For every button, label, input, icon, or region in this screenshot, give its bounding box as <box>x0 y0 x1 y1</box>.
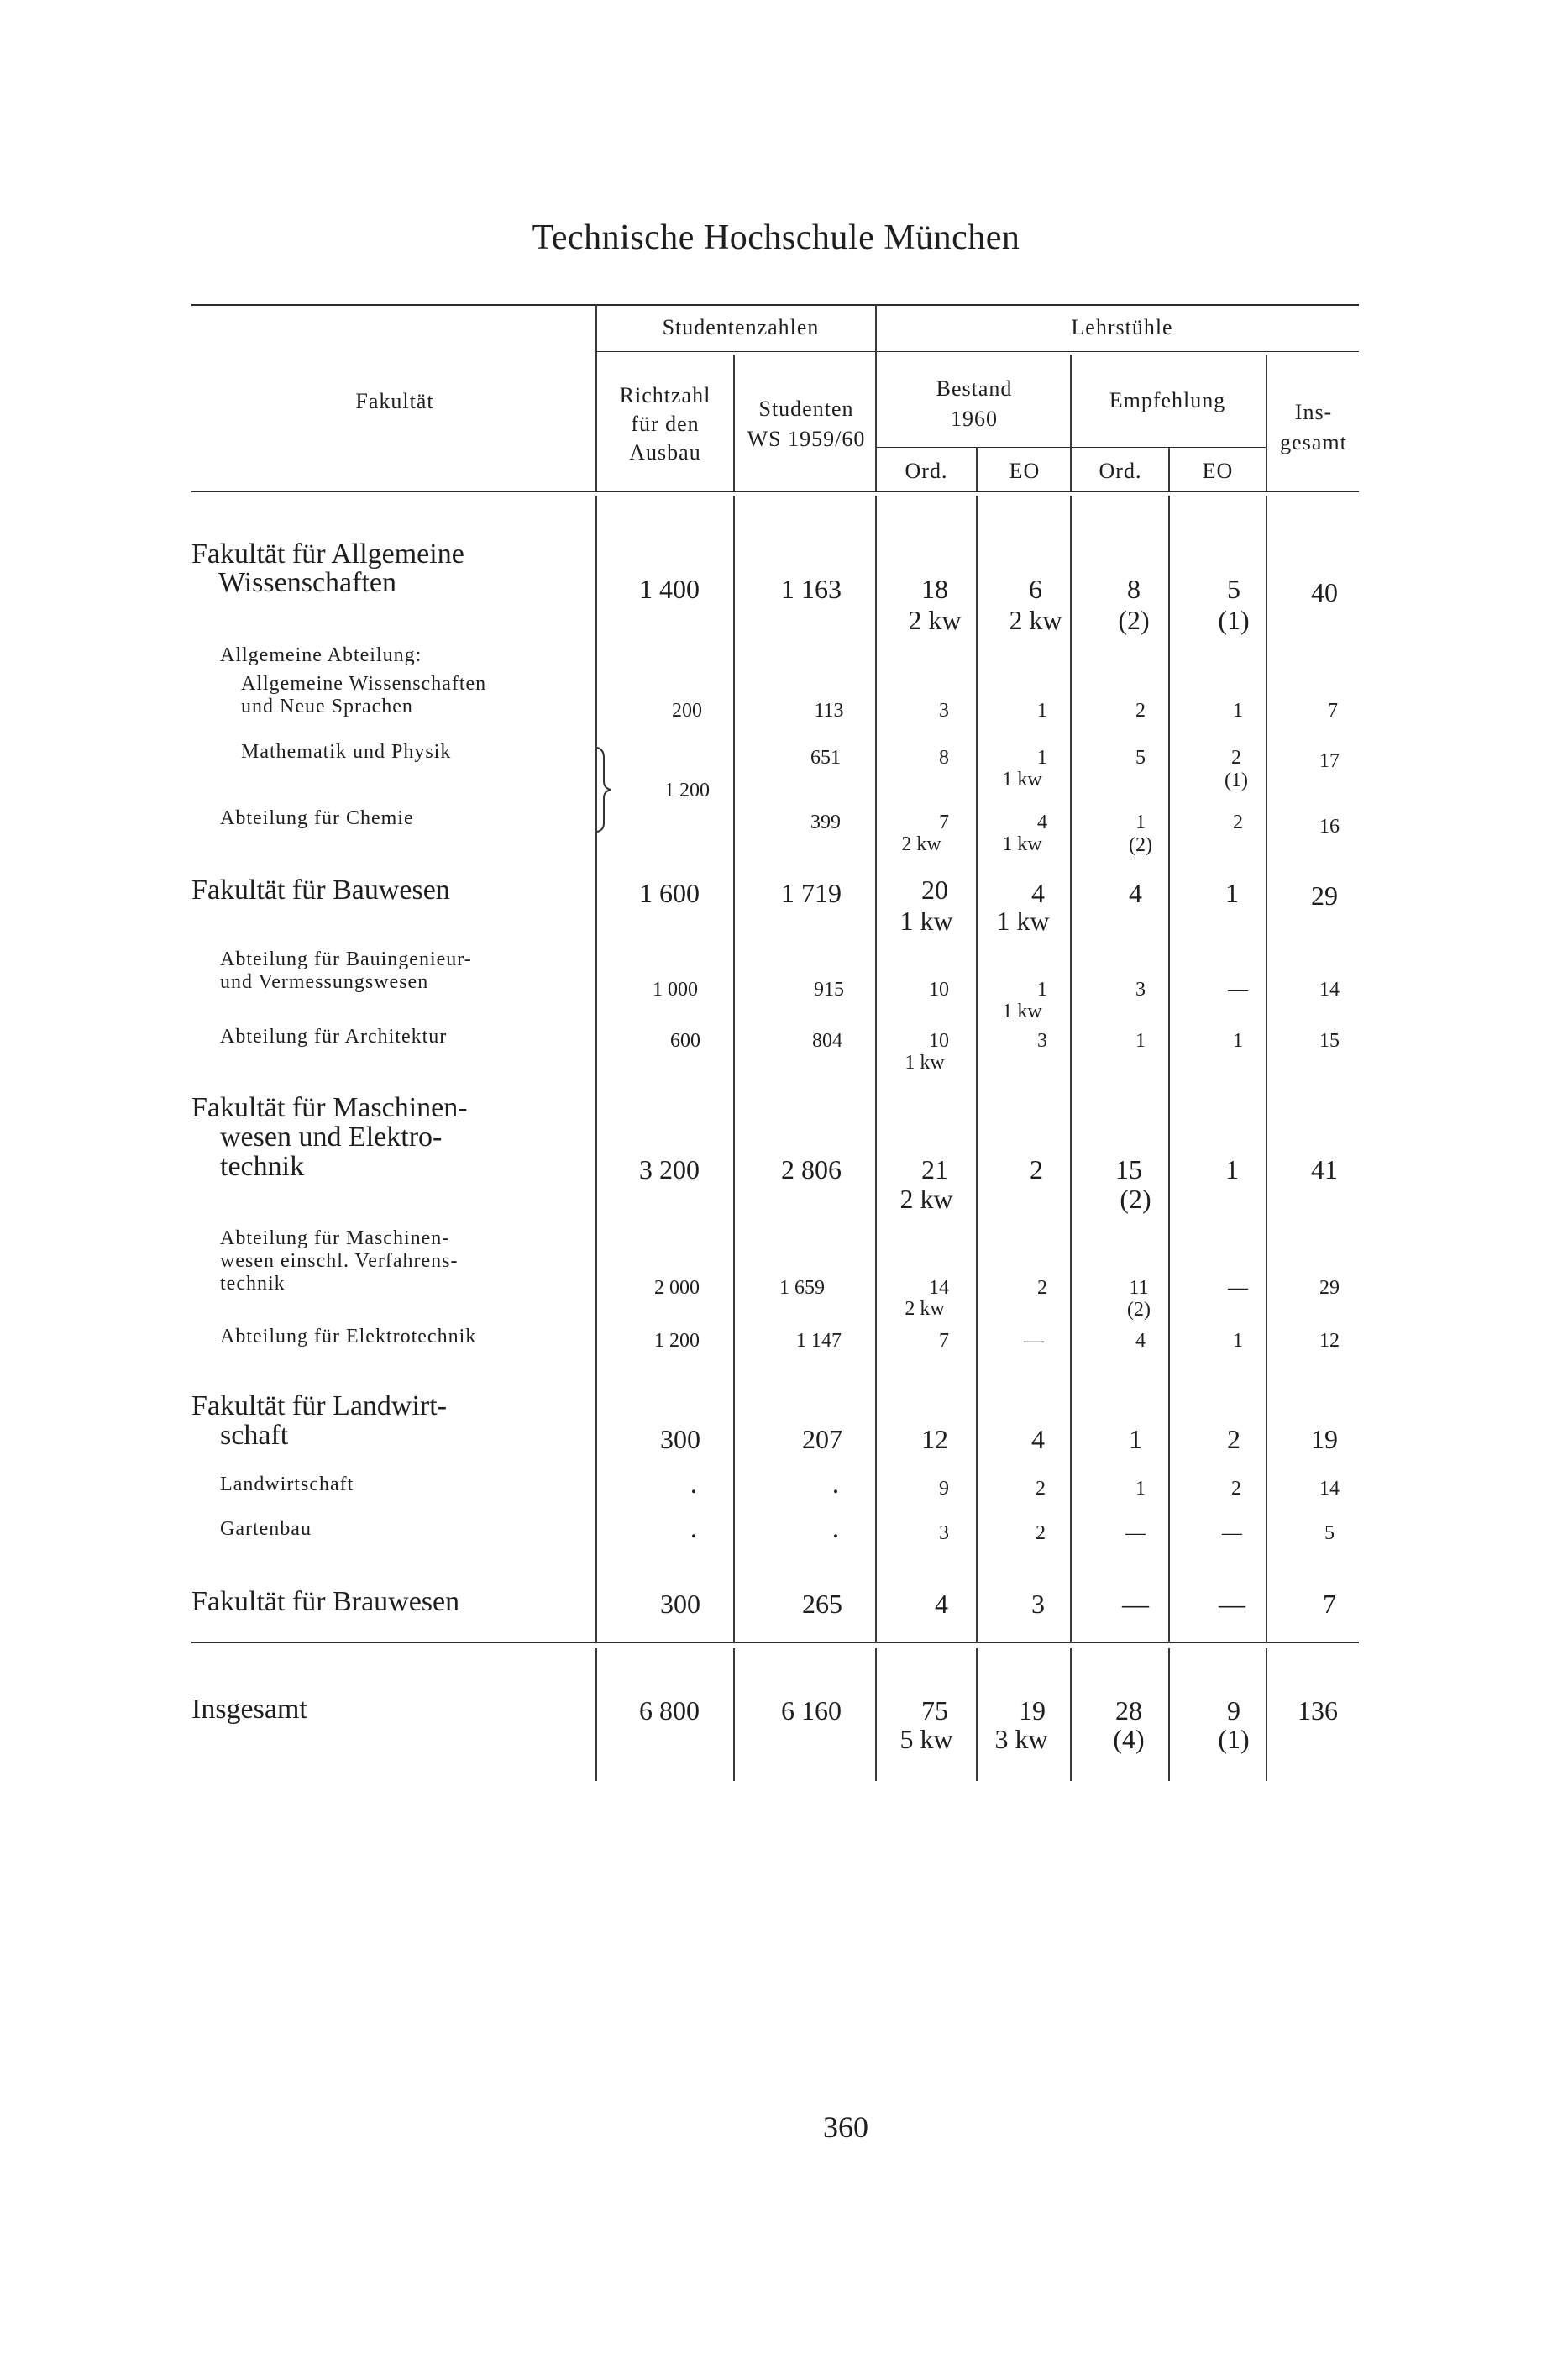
row-total-empf-eo: 9 <box>1227 1695 1240 1726</box>
col-divider <box>976 1648 978 1781</box>
row-allg-bestand-eo-kw: 2 kw <box>1009 605 1062 635</box>
row-brau-empf-ord: — <box>1122 1589 1149 1619</box>
row-garten-studenten: . <box>831 1513 840 1544</box>
col-divider <box>595 304 597 491</box>
row-landw-bestand-eo: 2 <box>1036 1478 1046 1500</box>
row-maschabt-empf-ord: 11 <box>1129 1277 1149 1299</box>
row-arch-empf-eo: 1 <box>1233 1030 1243 1052</box>
row-allg-studenten: 1 163 <box>781 574 842 604</box>
row-bau-empf-ord: 4 <box>1129 878 1142 908</box>
row-allg-empf-ord: 8 <box>1127 574 1141 604</box>
row-bauing-bestand-eo-kw: 1 kw <box>1002 1001 1042 1022</box>
row-math-bestand-eo: 1 <box>1037 747 1047 769</box>
row-elektro-label: Abteilung für Elektrotechnik <box>220 1326 477 1348</box>
row-masch-empf-ord-paren: (2) <box>1120 1184 1151 1214</box>
row-masch-empf-ord: 15 <box>1115 1154 1142 1185</box>
row-arch-richtzahl: 600 <box>670 1030 700 1052</box>
row-chemie-bestand-ord-kw: 2 kw <box>901 833 941 855</box>
col-divider <box>1266 355 1267 491</box>
row-maschabt-label-line3: technik <box>220 1273 286 1295</box>
header-studentenzahlen: Studentenzahlen <box>662 315 820 339</box>
row-chemie-total: 16 <box>1319 816 1340 838</box>
row-allgabt-empf-ord: 2 <box>1135 700 1146 722</box>
col-divider <box>1070 1648 1072 1781</box>
row-bauing-studenten: 915 <box>814 979 844 1001</box>
col-divider <box>976 447 978 491</box>
page-title: Technische Hochschule München <box>532 218 1020 257</box>
row-math-bestand-ord: 8 <box>939 747 949 769</box>
bracket-mark <box>592 746 616 833</box>
row-arch-bestand-ord-kw: 1 kw <box>905 1052 945 1074</box>
row-total-label: Insgesamt <box>191 1694 307 1725</box>
row-allg-bestand-ord: 18 <box>921 574 948 604</box>
row-chemie-empf-eo: 2 <box>1233 812 1243 833</box>
row-allgabt-bestand-eo: 1 <box>1037 700 1047 722</box>
row-land-empf-ord: 1 <box>1129 1424 1142 1454</box>
row-maschabt-label-line1: Abteilung für Maschinen- <box>220 1227 450 1249</box>
row-total-bestand-ord-kw: 5 kw <box>899 1724 953 1754</box>
row-garten-bestand-ord: 3 <box>939 1522 949 1544</box>
row-landw-total: 14 <box>1319 1478 1340 1500</box>
row-landw-label: Landwirtschaft <box>220 1474 354 1495</box>
row-elektro-empf-ord: 4 <box>1135 1330 1146 1352</box>
row-bauing-bestand-ord: 10 <box>929 979 949 1001</box>
header-bestand-line2: 1960 <box>951 407 998 431</box>
subheader-rule <box>877 447 1266 448</box>
row-total-empf-ord-paren: (4) <box>1113 1724 1145 1754</box>
row-garten-empf-ord: — <box>1125 1522 1146 1544</box>
header-insgesamt-line2: gesamt <box>1280 430 1347 454</box>
row-land-studenten: 207 <box>802 1424 842 1454</box>
row-maschabt-empf-eo: — <box>1228 1277 1248 1299</box>
header-richtzahl-line3: Ausbau <box>629 440 701 465</box>
row-allg-total: 40 <box>1311 577 1338 607</box>
row-brau-label: Fakultät für Brauwesen <box>191 1586 460 1617</box>
row-elektro-bestand-ord: 7 <box>939 1330 949 1352</box>
page-number: 360 <box>823 2110 868 2144</box>
row-math-richtzahl: 1 200 <box>664 780 710 801</box>
row-masch-empf-eo: 1 <box>1225 1154 1239 1185</box>
header-lehrstuehle: Lehrstühle <box>1071 315 1173 339</box>
row-total-bestand-eo-kw: 3 kw <box>994 1724 1048 1754</box>
row-maschabt-label-line2: wesen einschl. Verfahrens- <box>220 1250 459 1272</box>
row-elektro-bestand-eo: — <box>1024 1330 1044 1352</box>
row-bau-bestand-eo: 4 <box>1031 878 1045 908</box>
col-divider <box>733 496 735 1642</box>
header-richtzahl-line2: für den <box>631 412 700 436</box>
row-allg-empf-eo-paren: (1) <box>1218 605 1250 635</box>
row-bau-studenten: 1 719 <box>781 878 842 908</box>
row-chemie-empf-ord-paren: (2) <box>1129 834 1152 856</box>
col-divider <box>875 496 877 1642</box>
row-masch-label-line3: technik <box>220 1151 305 1182</box>
header-fakultaet: Fakultät <box>355 389 434 413</box>
row-bauing-bestand-eo: 1 <box>1037 979 1047 1001</box>
row-math-studenten: 651 <box>810 747 841 769</box>
col-divider <box>1070 355 1072 491</box>
row-garten-richtzahl: . <box>690 1513 698 1544</box>
header-insgesamt-line1: Ins- <box>1294 400 1333 424</box>
row-elektro-empf-eo: 1 <box>1233 1330 1243 1352</box>
row-maschabt-bestand-eo: 2 <box>1037 1277 1047 1299</box>
row-brau-bestand-eo: 3 <box>1031 1589 1045 1619</box>
row-brau-total: 7 <box>1323 1589 1336 1619</box>
row-garten-bestand-eo: 2 <box>1036 1522 1046 1544</box>
row-arch-empf-ord: 1 <box>1135 1030 1146 1052</box>
row-math-empf-eo: 2 <box>1231 747 1241 769</box>
col-divider <box>875 304 877 491</box>
row-allg-label-line2: Wissenschaften <box>218 567 397 598</box>
col-divider <box>733 355 735 491</box>
row-chemie-bestand-ord: 7 <box>939 812 949 833</box>
row-bau-bestand-eo-kw: 1 kw <box>996 906 1050 936</box>
row-bau-richtzahl: 1 600 <box>639 878 700 908</box>
header-studenten-line2: WS 1959/60 <box>747 427 866 451</box>
row-masch-bestand-ord-kw: 2 kw <box>899 1184 953 1214</box>
row-bau-bestand-ord-kw: 1 kw <box>899 906 953 936</box>
row-total-empf-eo-paren: (1) <box>1218 1724 1250 1754</box>
row-arch-bestand-eo: 3 <box>1037 1030 1047 1052</box>
row-landw-bestand-ord: 9 <box>939 1478 949 1500</box>
row-allgabt-bestand-ord: 3 <box>939 700 949 722</box>
row-allg-bestand-eo: 6 <box>1029 574 1042 604</box>
row-masch-bestand-eo: 2 <box>1030 1154 1043 1185</box>
header-bestand-line1: Bestand <box>936 376 1013 401</box>
row-bau-empf-eo: 1 <box>1225 878 1239 908</box>
row-land-bestand-eo: 4 <box>1031 1424 1045 1454</box>
row-bauing-richtzahl: 1 000 <box>653 979 698 1001</box>
row-masch-bestand-ord: 21 <box>921 1154 948 1185</box>
col-divider <box>875 1648 877 1781</box>
row-bauing-label-line2: und Vermessungswesen <box>220 971 429 993</box>
row-landw-empf-ord: 1 <box>1135 1478 1146 1500</box>
row-land-total: 19 <box>1311 1424 1338 1454</box>
row-masch-richtzahl: 3 200 <box>639 1154 700 1185</box>
col-divider <box>595 1648 597 1781</box>
row-maschabt-empf-ord-paren: (2) <box>1127 1299 1151 1321</box>
header-studenten-line1: Studenten <box>758 397 854 421</box>
row-allgabt-label-line2: Allgemeine Wissenschaften <box>241 673 487 695</box>
row-elektro-richtzahl: 1 200 <box>654 1330 700 1352</box>
row-land-bestand-ord: 12 <box>921 1424 948 1454</box>
row-math-empf-ord: 5 <box>1135 747 1146 769</box>
row-allg-richtzahl: 1 400 <box>639 574 700 604</box>
row-arch-total: 15 <box>1319 1030 1340 1052</box>
row-total-empf-ord: 28 <box>1115 1695 1142 1726</box>
col-divider <box>1266 1648 1267 1781</box>
row-arch-studenten: 804 <box>812 1030 842 1052</box>
row-masch-total: 41 <box>1311 1154 1338 1185</box>
row-maschabt-total: 29 <box>1319 1277 1340 1299</box>
row-math-total: 17 <box>1319 750 1340 772</box>
row-total-total: 136 <box>1298 1695 1338 1726</box>
row-allg-bestand-ord-kw: 2 kw <box>908 605 962 635</box>
col-divider <box>1168 447 1170 491</box>
row-land-richtzahl: 300 <box>660 1424 700 1454</box>
row-land-empf-eo: 2 <box>1227 1424 1240 1454</box>
row-arch-label: Abteilung für Architektur <box>220 1026 448 1048</box>
col-divider <box>1070 496 1072 1642</box>
row-elektro-total: 12 <box>1319 1330 1340 1352</box>
table-bottom-rule <box>191 1642 1359 1643</box>
header-empfehlung: Empfehlung <box>1109 388 1226 412</box>
table-top-rule <box>191 304 1359 306</box>
row-total-studenten: 6 160 <box>781 1695 842 1726</box>
row-bauing-empf-ord: 3 <box>1135 979 1146 1001</box>
row-brau-studenten: 265 <box>802 1589 842 1619</box>
row-allg-label-line1: Fakultät für Allgemeine <box>191 539 464 570</box>
row-maschabt-bestand-ord: 14 <box>929 1277 949 1299</box>
col-divider <box>733 1648 735 1781</box>
col-divider <box>1266 496 1267 1642</box>
row-garten-empf-eo: — <box>1222 1522 1242 1544</box>
row-bauing-total: 14 <box>1319 979 1340 1001</box>
row-bau-label: Fakultät für Bauwesen <box>191 875 450 906</box>
row-garten-label: Gartenbau <box>220 1518 312 1540</box>
row-maschabt-bestand-ord-kw: 2 kw <box>905 1298 945 1320</box>
row-brau-empf-eo: — <box>1219 1589 1245 1619</box>
row-total-richtzahl: 6 800 <box>639 1695 700 1726</box>
row-math-label: Mathematik und Physik <box>241 741 452 763</box>
row-landw-studenten: . <box>831 1468 840 1500</box>
row-chemie-bestand-eo-kw: 1 kw <box>1002 833 1042 855</box>
row-allg-empf-ord-paren: (2) <box>1118 605 1150 635</box>
row-bauing-label-line1: Abteilung für Bauingenieur- <box>220 948 472 970</box>
row-allgabt-empf-eo: 1 <box>1233 700 1243 722</box>
row-chemie-bestand-eo: 4 <box>1037 812 1047 833</box>
row-brau-richtzahl: 300 <box>660 1589 700 1619</box>
row-maschabt-richtzahl: 2 000 <box>654 1277 700 1299</box>
row-masch-label-line2: wesen und Elektro- <box>220 1122 443 1153</box>
row-math-bestand-eo-kw: 1 kw <box>1002 769 1042 791</box>
col-divider <box>1168 1648 1170 1781</box>
row-landw-empf-eo: 2 <box>1231 1478 1241 1500</box>
row-landw-richtzahl: . <box>690 1468 698 1500</box>
row-total-bestand-ord: 75 <box>921 1695 948 1726</box>
row-math-empf-eo-paren: (1) <box>1225 770 1248 791</box>
row-allg-empf-eo: 5 <box>1227 574 1240 604</box>
row-bauing-empf-eo: — <box>1228 979 1248 1001</box>
group-header-rule <box>596 351 1359 352</box>
row-garten-total: 5 <box>1324 1522 1335 1544</box>
row-chemie-label: Abteilung für Chemie <box>220 807 414 829</box>
row-total-bestand-eo: 19 <box>1019 1695 1046 1726</box>
row-masch-label-line1: Fakultät für Maschinen- <box>191 1092 468 1123</box>
row-maschabt-studenten: 1 659 <box>779 1277 825 1299</box>
col-divider <box>1168 496 1170 1642</box>
row-land-label-line1: Fakultät für Landwirt- <box>191 1390 448 1421</box>
header-bottom-rule <box>191 491 1359 492</box>
row-chemie-studenten: 399 <box>810 812 841 833</box>
row-elektro-studenten: 1 147 <box>796 1330 842 1352</box>
row-masch-studenten: 2 806 <box>781 1154 842 1185</box>
row-allgabt-studenten: 113 <box>814 700 844 722</box>
header-bestand-ord: Ord. <box>905 459 948 483</box>
row-land-label-line2: schaft <box>220 1420 289 1451</box>
row-allgabt-label-line1: Allgemeine Abteilung: <box>220 644 422 666</box>
col-divider <box>976 496 978 1642</box>
row-bau-bestand-ord: 20 <box>921 875 948 905</box>
row-brau-bestand-ord: 4 <box>935 1589 948 1619</box>
row-allgabt-richtzahl: 200 <box>672 700 702 722</box>
header-empfehlung-eo: EO <box>1202 459 1234 483</box>
header-empfehlung-ord: Ord. <box>1099 459 1142 483</box>
row-allgabt-label-line3: und Neue Sprachen <box>241 696 413 717</box>
row-allgabt-total: 7 <box>1328 700 1338 722</box>
row-bau-total: 29 <box>1311 880 1338 911</box>
col-divider <box>595 496 597 1642</box>
header-bestand-eo: EO <box>1009 459 1041 483</box>
row-chemie-empf-ord: 1 <box>1135 812 1146 833</box>
header-richtzahl-line1: Richtzahl <box>619 383 711 407</box>
row-arch-bestand-ord: 10 <box>929 1030 949 1052</box>
